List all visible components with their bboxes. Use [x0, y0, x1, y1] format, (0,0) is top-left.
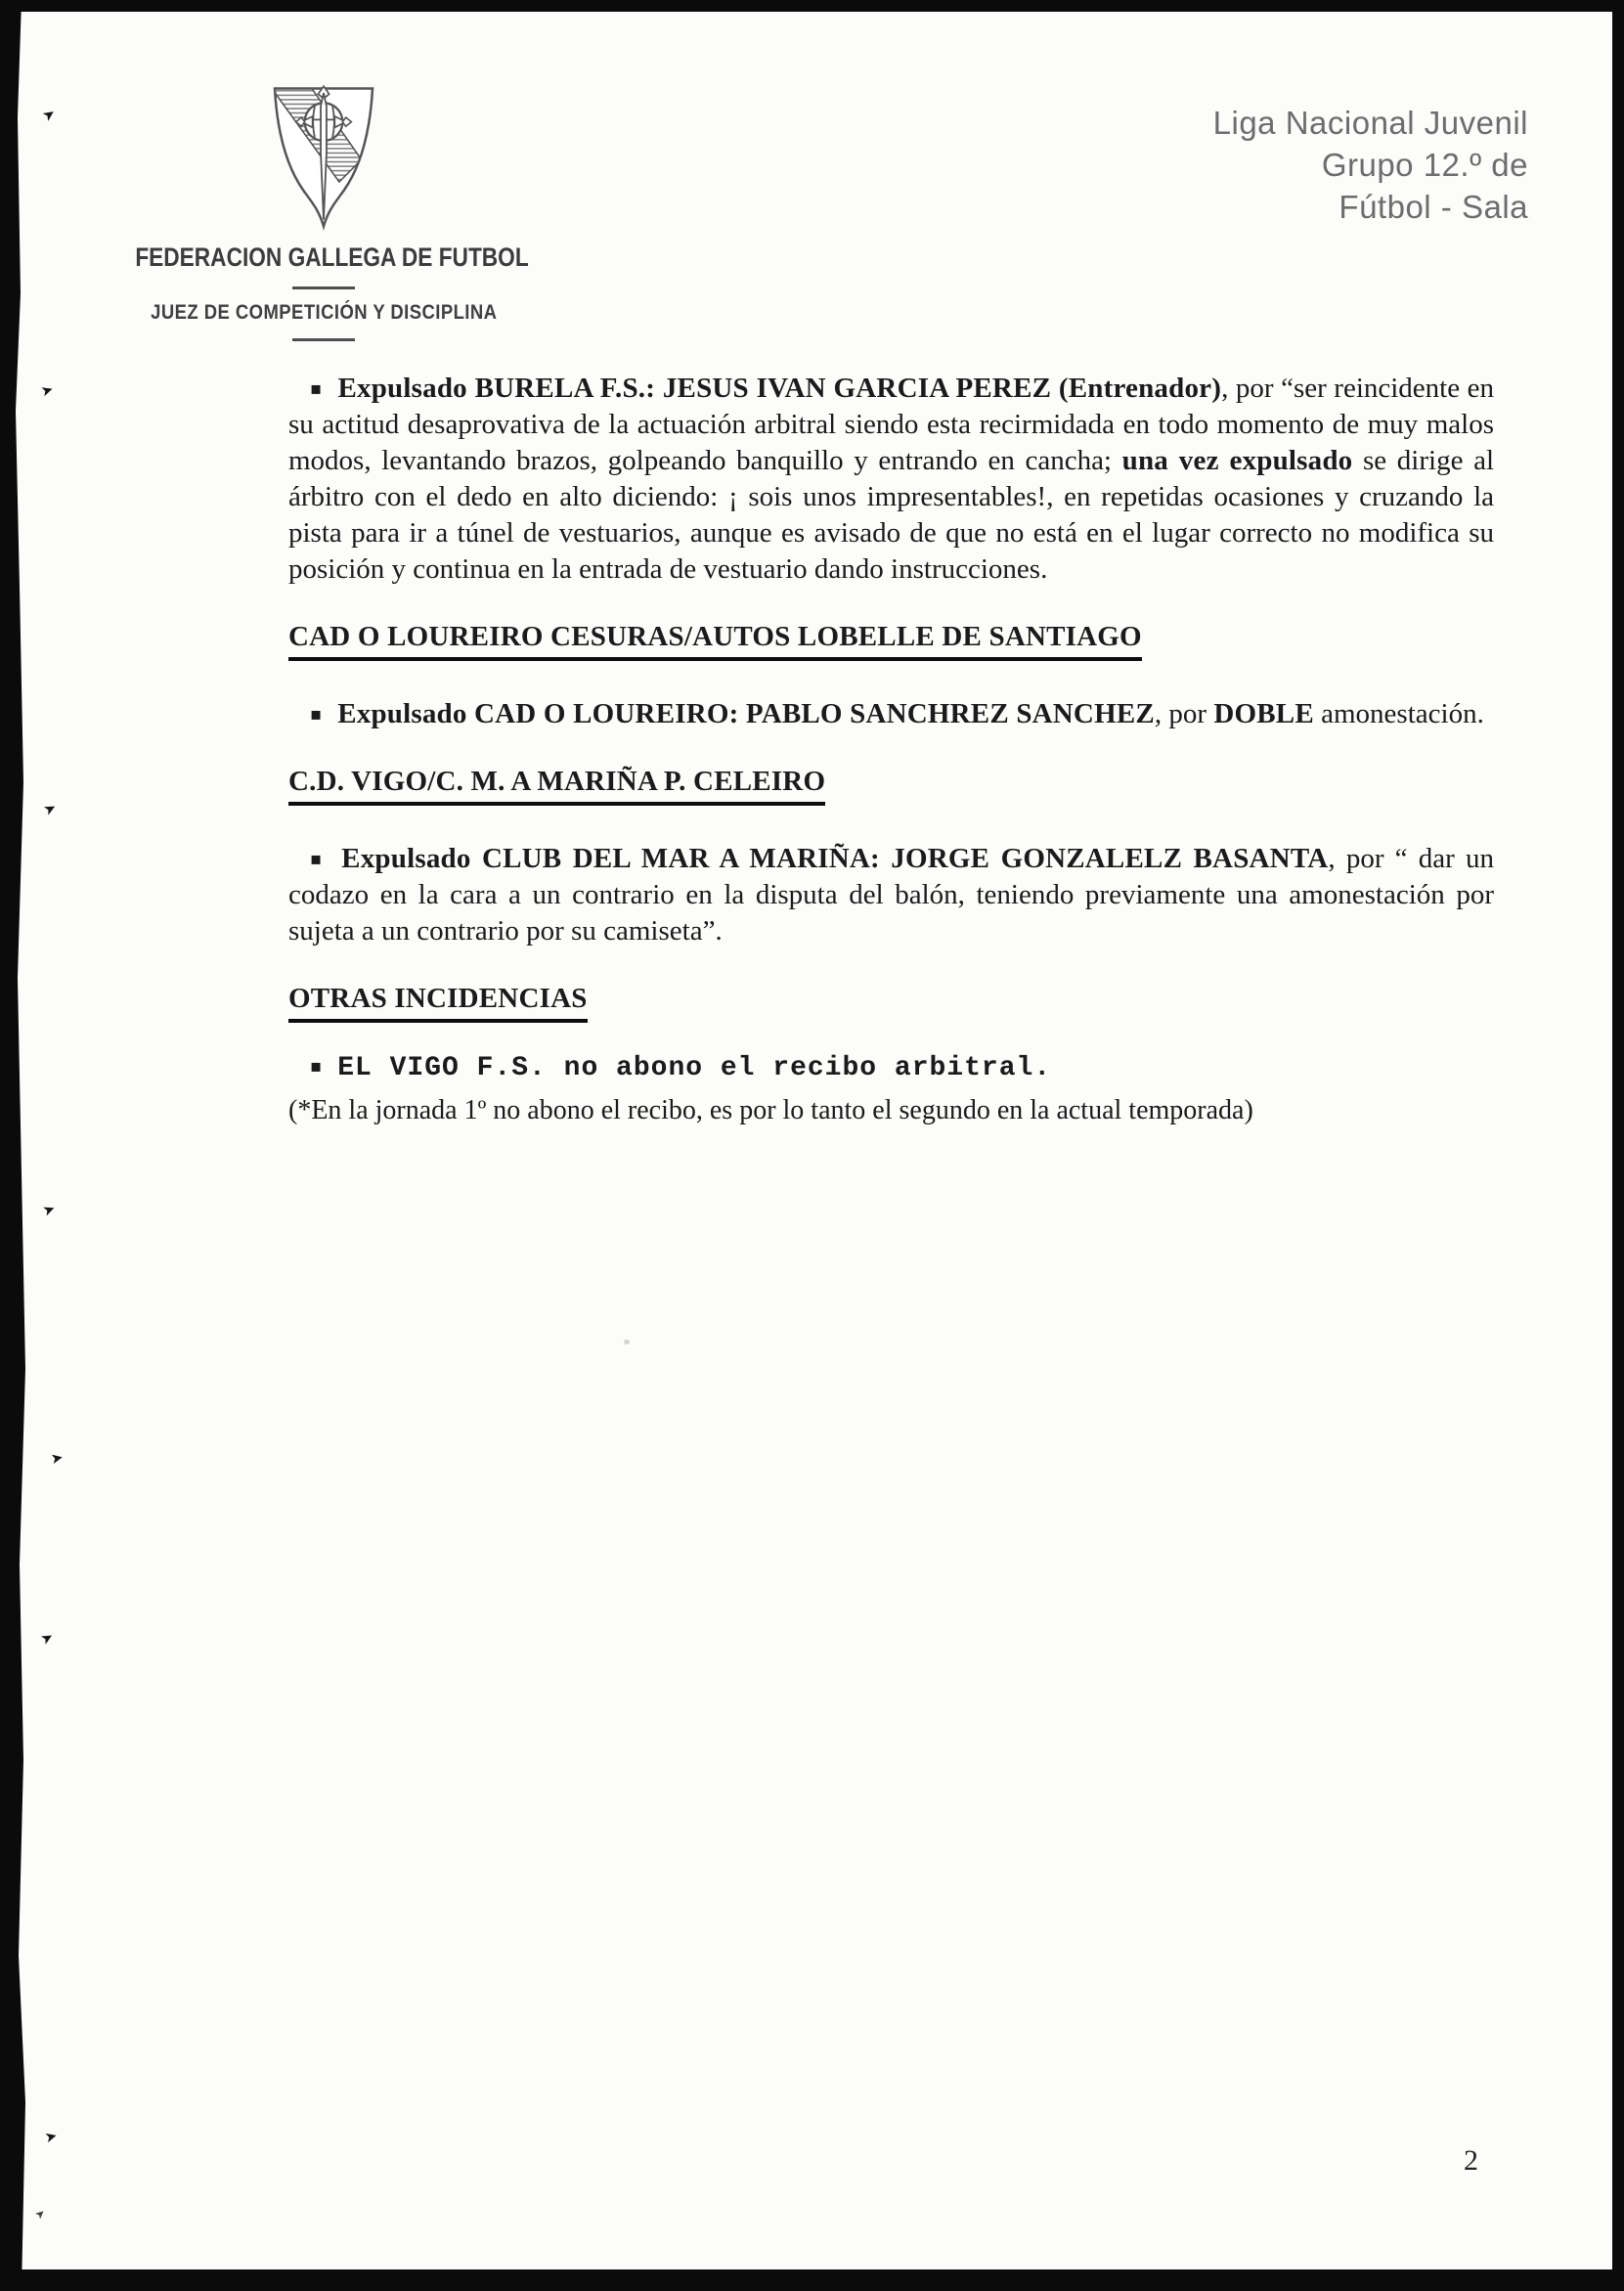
ruling-paragraph-vigo — [288, 841, 1494, 949]
competition-line: Liga Nacional Juvenil — [1212, 105, 1528, 141]
bullet-square-icon: ▪ — [310, 704, 323, 725]
paragraph-text: Expulsado CAD O LOUREIRO: PABLO SANCHREZ SANCHEZ, por DOBLE amonestación. — [337, 698, 1484, 729]
department-name: JUEZ DE COMPETICIÓN Y DISCIPLINA — [150, 301, 498, 324]
bullet-square-icon: ▪ — [310, 1056, 323, 1077]
bullet-square-icon: ▪ — [310, 849, 327, 869]
scan-border-top — [0, 0, 1624, 12]
competition-info — [1213, 102, 1528, 228]
scan-border-left — [0, 0, 29, 2291]
header-rule — [292, 286, 355, 289]
ruling-paragraph-burela — [288, 371, 1494, 588]
scan-border-right — [1612, 8, 1624, 2291]
org-name: FEDERACION GALLEGA DE FUTBOL — [135, 242, 529, 272]
ink-mark-icon: ➤ — [37, 1627, 57, 1650]
competition-line: Fútbol - Sala — [1339, 189, 1528, 225]
competition-line: Grupo 12.º de — [1321, 147, 1528, 183]
paragraph-text: Expulsado CLUB DEL MAR A MARIÑA: JORGE GONZALELZ BASANTA, por “ dar un codazo en la cara a un contrario en la disputa del balón, teniendo previamente una amonestación por sujeta a un contrario por su camiseta”. — [288, 843, 1495, 947]
ink-mark-icon: ➤ — [40, 798, 60, 819]
document-body — [288, 371, 1494, 1128]
page-number: 2 — [1464, 2144, 1478, 2177]
header-rule — [292, 338, 355, 341]
ink-mark-icon: ➤ — [38, 379, 56, 401]
scan-border-bottom — [0, 2269, 1624, 2291]
incident-text: EL VIGO F.S. no abono el recibo arbitral. — [337, 1053, 1052, 1083]
match-heading-cd-vigo: C.D. VIGO/C. M. A MARIÑA P. CELEIRO — [288, 766, 1494, 806]
section-heading-otras-incidencias: OTRAS INCIDENCIAS — [288, 983, 1494, 1023]
federation-crest-logo — [255, 84, 392, 231]
ink-mark-icon: ➤ — [49, 1447, 66, 1469]
scan-speck — [624, 1340, 630, 1344]
incident-line — [288, 1050, 1494, 1083]
match-heading-cad-loureiro: CAD O LOUREIRO CESURAS/AUTOS LOBELLE DE SANTIAGO — [288, 621, 1494, 661]
paragraph-text: Expulsado BURELA F.S.: JESUS IVAN GARCIA PEREZ (Entrenador), por “ser reincidente en su actitud desaprovativa de la actuación arbitral siendo esta recirmidada en todo momento de muy malos modos, levantando brazos, golpeando banquillo y entrando en cancha; una vez expulsado se dirige al árbitro con el dedo en alto diciendo: ¡ sois unos impresentables!, en repetidas ocasiones y cruzando la pista para ir a túnel de vestuarios, aunque es avisado de que no está en el lugar correcto no modifica su posición y continua en la entrada de vestuario dando instrucciones. — [288, 373, 1495, 585]
ink-mark-icon: ➤ — [39, 1199, 59, 1220]
ruling-paragraph-cad — [288, 696, 1494, 732]
ink-mark-icon: ➤ — [42, 2126, 60, 2147]
ink-mark-icon: ➤ — [31, 2205, 49, 2223]
letterhead — [98, 84, 549, 353]
bullet-square-icon: ▪ — [310, 378, 323, 399]
ink-mark-icon: ➤ — [38, 104, 60, 126]
incident-note: (*En la jornada 1º no abono el recibo, es por lo tanto el segundo en la actual temporada) — [288, 1095, 1253, 1125]
